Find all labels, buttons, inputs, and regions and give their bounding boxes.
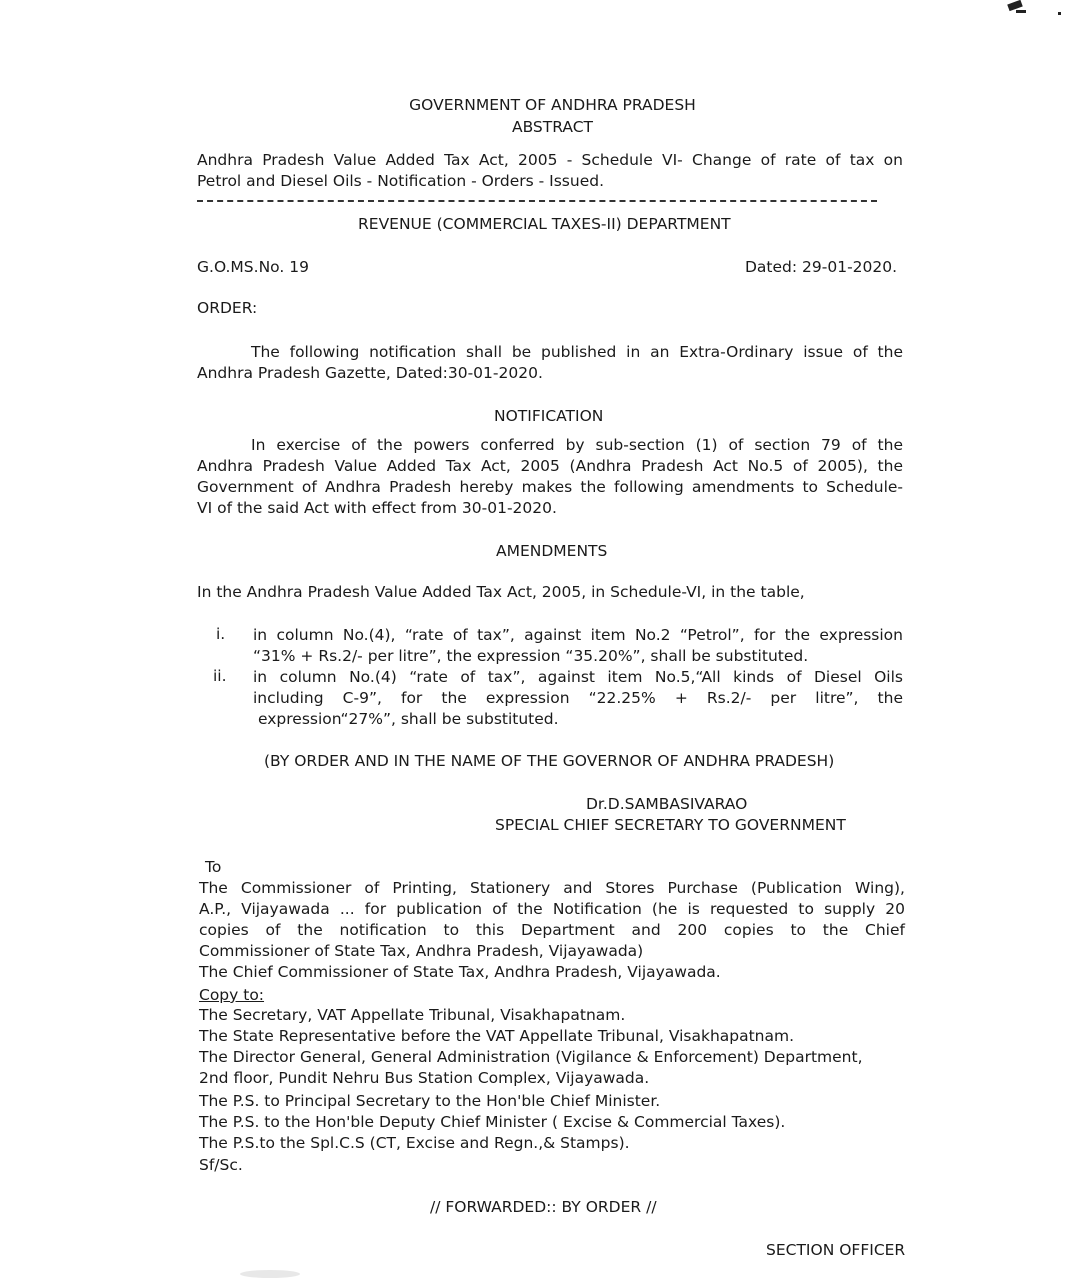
amendment-2-line-1: in column No.(4) “rate of tax”, against item No.5,“All kinds of Diesel Oils <box>253 668 903 686</box>
amendments-intro: In the Andhra Pradesh Value Added Tax Act, 2005, in Schedule-VI, in the table, <box>197 583 805 601</box>
recipient-line: A.P., Vijayawada ... for publication of the Notification (he is requested to supply 20 <box>199 900 905 918</box>
forwarded-line: // FORWARDED:: BY ORDER // <box>430 1198 657 1216</box>
scan-mark <box>1058 12 1061 15</box>
copy-line: The P.S. to Principal Secretary to the Hon'ble Chief Minister. <box>199 1092 661 1110</box>
copy-to-label: Copy to: <box>199 986 265 1004</box>
by-order-line: (BY ORDER AND IN THE NAME OF THE GOVERNOR OF ANDHRA PRADESH) <box>264 752 835 770</box>
recipient-line: Commissioner of State Tax, Andhra Pradesh, Vijayawada) <box>199 942 644 960</box>
signatory-name: Dr.D.SAMBASIVARAO <box>586 795 748 813</box>
copy-line: The Director General, General Administration (Vigilance & Enforcement) Department, <box>199 1048 863 1066</box>
recipient-line: The Chief Commissioner of State Tax, Andhra Pradesh, Vijayawada. <box>199 963 721 981</box>
copy-line: The State Representative before the VAT Appellate Tribunal, Visakhapatnam. <box>199 1027 795 1045</box>
subject-line-2: Petrol and Diesel Oils - Notification - Orders - Issued. <box>197 172 605 190</box>
amendment-1-line-2: “31% + Rs.2/- per litre”, the expression “35.20%”, shall be substituted. <box>253 647 809 665</box>
recipient-line: The Commissioner of Printing, Stationery and Stores Purchase (Publication Wing), <box>199 879 905 897</box>
go-number: G.O.MS.No. 19 <box>197 258 309 276</box>
copy-line: The P.S. to the Hon'ble Deputy Chief Minister ( Excise & Commercial Taxes). <box>199 1113 786 1131</box>
copy-line: Sf/Sc. <box>199 1156 243 1174</box>
scan-smudge <box>240 1270 300 1278</box>
notification-line-3: Government of Andhra Pradesh hereby makes the following amendments to Schedule- <box>197 478 903 496</box>
amendment-2-line-2: including C-9”, for the expression “22.25% + Rs.2/- per litre”, the <box>253 689 903 707</box>
notification-line-4: VI of the said Act with effect from 30-01-2020. <box>197 499 557 517</box>
section-officer: SECTION OFFICER <box>766 1241 906 1259</box>
amendment-2-line-3: expression“27%”, shall be substituted. <box>258 710 559 728</box>
scan-mark <box>1016 10 1026 13</box>
order-para-line-2: Andhra Pradesh Gazette, Dated:30-01-2020. <box>197 364 543 382</box>
abstract-heading: ABSTRACT <box>511 118 594 136</box>
copy-line: The Secretary, VAT Appellate Tribunal, Visakhapatnam. <box>199 1006 626 1024</box>
copy-line: 2nd floor, Pundit Nehru Bus Station Complex, Vijayawada. <box>199 1069 650 1087</box>
list-item-number: i. <box>216 625 226 643</box>
department-heading: REVENUE (COMMERCIAL TAXES-II) DEPARTMENT <box>358 215 731 233</box>
to-label: To <box>205 858 222 876</box>
notification-line-1: In exercise of the powers conferred by sub-section (1) of section 79 of the <box>251 436 903 454</box>
copy-line: The P.S.to the Spl.C.S (CT, Excise and Regn.,& Stamps). <box>199 1134 630 1152</box>
amendments-heading: AMENDMENTS <box>496 542 608 560</box>
amendment-1-line-1: in column No.(4), “rate of tax”, against item No.2 “Petrol”, for the expression <box>253 626 903 644</box>
separator-dashed <box>197 200 877 202</box>
list-item-number: ii. <box>213 667 227 685</box>
notification-line-2: Andhra Pradesh Value Added Tax Act, 2005 (Andhra Pradesh Act No.5 of 2005), the <box>197 457 903 475</box>
go-date: Dated: 29-01-2020. <box>745 258 898 276</box>
subject-line-1: Andhra Pradesh Value Added Tax Act, 2005 - Schedule VI- Change of rate of tax on <box>197 151 903 169</box>
signatory-designation: SPECIAL CHIEF SECRETARY TO GOVERNMENT <box>495 816 846 834</box>
notification-heading: NOTIFICATION <box>494 407 604 425</box>
order-label: ORDER: <box>197 299 258 317</box>
government-heading: GOVERNMENT OF ANDHRA PRADESH <box>409 96 696 114</box>
order-para-line-1: The following notification shall be published in an Extra-Ordinary issue of the <box>251 343 903 361</box>
recipient-line: copies of the notification to this Department and 200 copies to the Chief <box>199 921 905 939</box>
